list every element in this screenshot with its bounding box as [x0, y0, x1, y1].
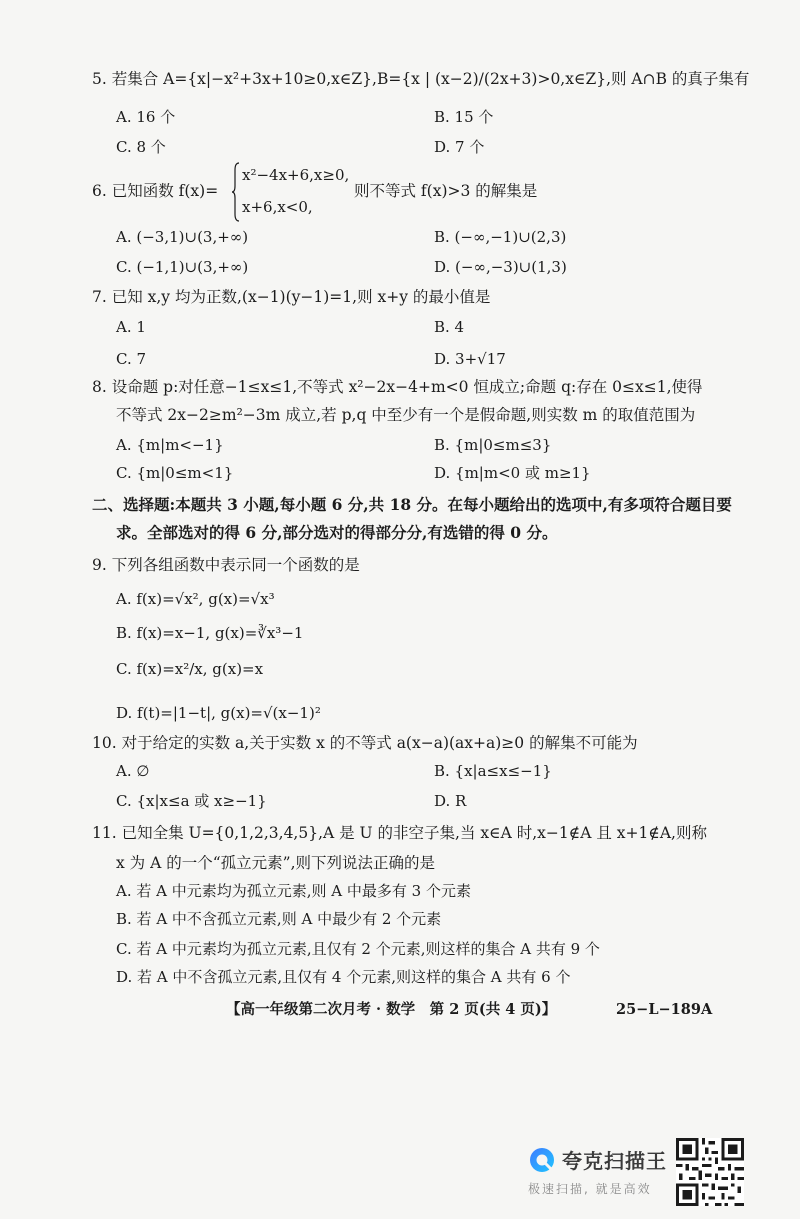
- question-7-option-b: B. 4: [434, 318, 465, 336]
- section-2-instructions-line-2: 求。全部选对的得 6 分,部分选对的得部分分,有选错的得 0 分。: [116, 523, 558, 542]
- question-8-stem-line-2: 不等式 2x−2≥m²−3m 成立,若 p,q 中至少有一个是假命题,则实数 m 的取值范围为: [116, 406, 696, 424]
- section-2-instructions-line-1: 二、选择题:本题共 3 小题,每小题 6 分,共 18 分。在每小题给出的选项中,有多项符合题目要: [92, 495, 732, 514]
- question-8-option-d: D. {m|m<0 或 m≥1}: [434, 464, 591, 482]
- question-6-case-2: x+6,x<0,: [242, 198, 313, 216]
- question-7-option-c: C. 7: [116, 350, 147, 368]
- question-5-stem: 5. 若集合 A={x|−x²+3x+10≥0,x∈Z},B={x | (x−2)/(2x+3)>0,x∈Z},则 A∩B 的真子集有: [92, 70, 750, 88]
- question-6-option-a: A. (−3,1)∪(3,+∞): [116, 228, 249, 246]
- question-6-option-d: D. (−∞,−3)∪(1,3): [434, 258, 567, 276]
- question-9-option-c: C. f(x)=x²/x, g(x)=x: [116, 660, 264, 678]
- question-6-option-b: B. (−∞,−1)∪(2,3): [434, 228, 567, 246]
- question-9-stem: 9. 下列各组函数中表示同一个函数的是: [92, 556, 360, 574]
- question-11-option-d: D. 若 A 中不含孤立元素,且仅有 4 个元素,则这样的集合 A 共有 6 个: [116, 968, 571, 986]
- question-5-option-a: A. 16 个: [116, 108, 176, 126]
- question-10-option-d: D. R: [434, 792, 467, 810]
- question-6-lead: 6. 已知函数 f(x)=: [92, 182, 219, 200]
- question-9-option-d: D. f(t)=|1−t|, g(x)=√(x−1)²: [116, 704, 321, 722]
- question-5-option-d: D. 7 个: [434, 138, 485, 156]
- question-11-stem-line-1: 11. 已知全集 U={0,1,2,3,4,5},A 是 U 的非空子集,当 x∈A 时,x−1∉A 且 x+1∉A,则称: [92, 824, 707, 842]
- question-9-option-b: B. f(x)=x−1, g(x)=∛x³−1: [116, 624, 304, 642]
- piecewise-brace: [232, 162, 240, 222]
- page-footer-code: 25−L−189A: [616, 1001, 713, 1018]
- question-7-option-a: A. 1: [116, 318, 146, 336]
- question-10-option-a: A. ∅: [116, 762, 150, 780]
- question-6-option-c: C. (−1,1)∪(3,+∞): [116, 258, 249, 276]
- question-6-tail: 则不等式 f(x)>3 的解集是: [354, 182, 538, 200]
- question-8-option-b: B. {m|0≤m≤3}: [434, 436, 552, 454]
- question-8-stem-line-1: 8. 设命题 p:对任意−1≤x≤1,不等式 x²−2x−4+m<0 恒成立;命题 q:存在 0≤x≤1,使得: [92, 378, 703, 396]
- question-5-option-b: B. 15 个: [434, 108, 494, 126]
- question-11-option-c: C. 若 A 中元素均为孤立元素,且仅有 2 个元素,则这样的集合 A 共有 9 个: [116, 940, 600, 958]
- scanner-slogan: 极速扫描, 就是高效: [528, 1182, 652, 1196]
- question-9-option-a: A. f(x)=√x², g(x)=√x³: [116, 590, 275, 608]
- question-7-option-d: D. 3+√17: [434, 350, 506, 368]
- question-10-stem: 10. 对于给定的实数 a,关于实数 x 的不等式 a(x−a)(ax+a)≥0 的解集不可能为: [92, 734, 638, 752]
- question-6-case-1: x²−4x+6,x≥0,: [242, 166, 350, 184]
- question-7-stem: 7. 已知 x,y 均为正数,(x−1)(y−1)=1,则 x+y 的最小值是: [92, 288, 491, 306]
- question-11-stem-line-2: x 为 A 的一个“孤立元素”,则下列说法正确的是: [116, 854, 435, 872]
- question-10-option-b: B. {x|a≤x≤−1}: [434, 762, 552, 780]
- question-11-option-a: A. 若 A 中元素均为孤立元素,则 A 中最多有 3 个元素: [116, 882, 471, 900]
- question-8-option-a: A. {m|m<−1}: [116, 436, 224, 454]
- scanner-brand-name: 夸克扫描王: [562, 1149, 667, 1173]
- scanner-logo-icon: [528, 1146, 556, 1174]
- scanner-watermark: [522, 1142, 672, 1206]
- qr-code-icon: [676, 1138, 744, 1206]
- question-11-option-b: B. 若 A 中不含孤立元素,则 A 中最少有 2 个元素: [116, 910, 442, 928]
- page-footer-title: 【高一年级第二次月考 · 数学 第 2 页(共 4 页)】: [226, 1001, 557, 1018]
- question-8-option-c: C. {m|0≤m<1}: [116, 464, 234, 482]
- question-5-option-c: C. 8 个: [116, 138, 166, 156]
- question-10-option-c: C. {x|x≤a 或 x≥−1}: [116, 792, 267, 810]
